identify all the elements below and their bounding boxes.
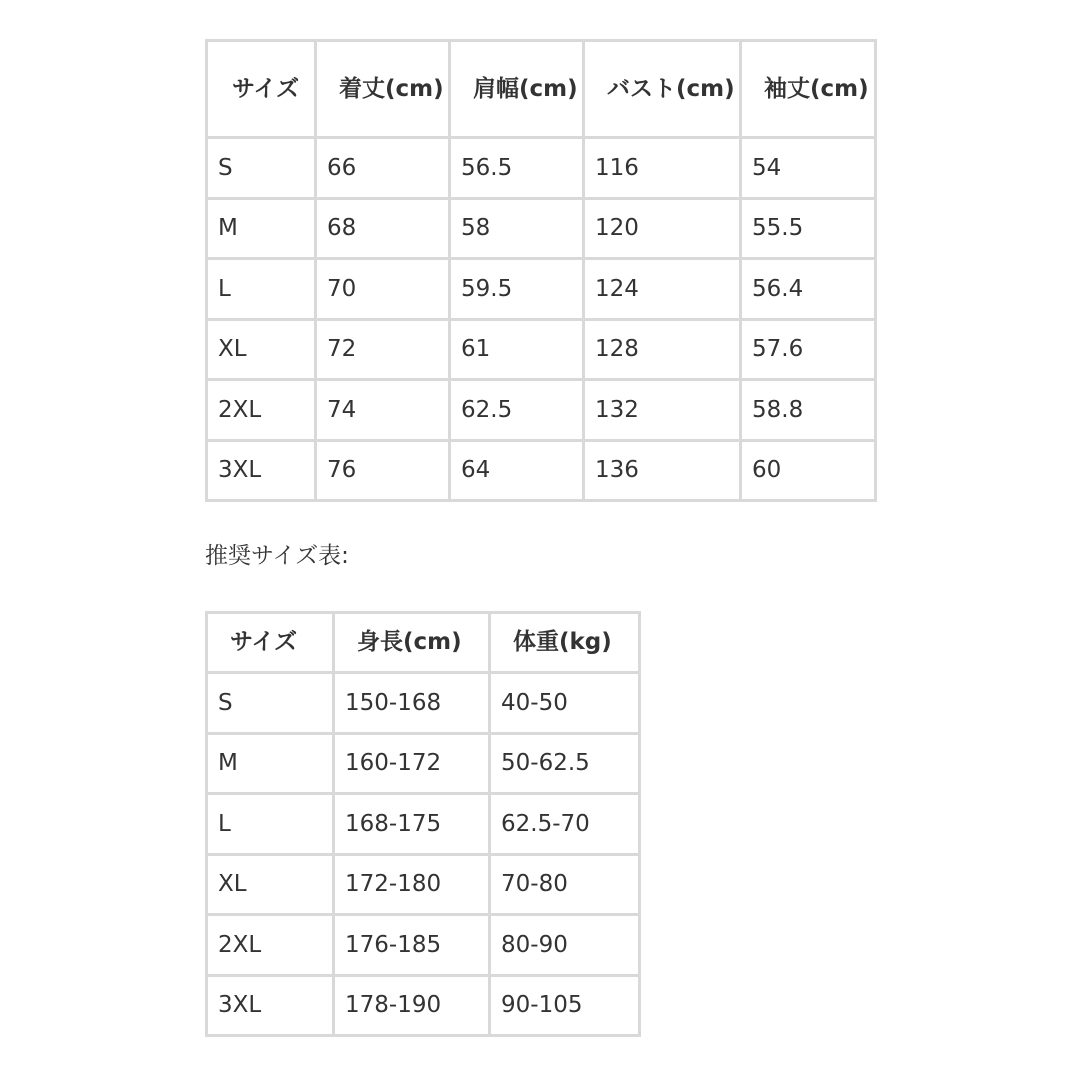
table-row	[207, 673, 640, 734]
table-cell: 57.6	[741, 319, 876, 380]
recommend-caption: 推奨サイズ表:	[205, 543, 349, 569]
header-cell-height: 身長(cm)	[334, 613, 490, 673]
table-cell: 62.5-70	[490, 794, 640, 855]
table-cell: 160-172	[334, 733, 490, 794]
table-cell: 136	[584, 440, 741, 501]
table-cell: 72	[316, 319, 450, 380]
table-cell: S	[207, 673, 334, 734]
table-cell: XL	[207, 854, 334, 915]
table-row	[207, 854, 640, 915]
table-cell: 58.8	[741, 380, 876, 441]
table-cell: 64	[450, 440, 584, 501]
table-cell: 120	[584, 198, 741, 259]
table-header-row	[207, 41, 876, 138]
table-row	[207, 319, 876, 380]
table-row	[207, 259, 876, 320]
table-cell: 178-190	[334, 975, 490, 1036]
table-row	[207, 198, 876, 259]
table-row	[207, 975, 640, 1036]
table-cell: 172-180	[334, 854, 490, 915]
table-cell: 168-175	[334, 794, 490, 855]
table-cell: 55.5	[741, 198, 876, 259]
table-cell: 90-105	[490, 975, 640, 1036]
table-cell: 40-50	[490, 673, 640, 734]
table-cell: 124	[584, 259, 741, 320]
table-cell: 74	[316, 380, 450, 441]
table-cell: 76	[316, 440, 450, 501]
header-cell-length: 着丈(cm)	[316, 41, 450, 138]
table-cell: M	[207, 198, 316, 259]
recommended-size-table	[205, 611, 641, 1037]
table-row	[207, 440, 876, 501]
table-cell: 3XL	[207, 440, 316, 501]
table-cell: 116	[584, 138, 741, 199]
table-cell: 59.5	[450, 259, 584, 320]
header-cell-size: サイズ	[207, 613, 334, 673]
table-cell: 150-168	[334, 673, 490, 734]
table-cell: S	[207, 138, 316, 199]
table-cell: 176-185	[334, 915, 490, 976]
table-cell: 128	[584, 319, 741, 380]
table-row	[207, 138, 876, 199]
table-cell: XL	[207, 319, 316, 380]
table-cell: 3XL	[207, 975, 334, 1036]
table-cell: 70	[316, 259, 450, 320]
table-cell: 68	[316, 198, 450, 259]
table-cell: 54	[741, 138, 876, 199]
table-cell: 56.4	[741, 259, 876, 320]
header-cell-weight: 体重(kg)	[490, 613, 640, 673]
table-row	[207, 380, 876, 441]
table-cell: 60	[741, 440, 876, 501]
table-cell: L	[207, 259, 316, 320]
table-cell: 2XL	[207, 915, 334, 976]
table-cell: L	[207, 794, 334, 855]
header-cell-size: サイズ	[207, 41, 316, 138]
table-cell: 2XL	[207, 380, 316, 441]
table-cell: 62.5	[450, 380, 584, 441]
table-cell: M	[207, 733, 334, 794]
table-cell: 56.5	[450, 138, 584, 199]
table-cell: 70-80	[490, 854, 640, 915]
size-chart-table	[205, 39, 877, 502]
table-cell: 50-62.5	[490, 733, 640, 794]
table-row	[207, 733, 640, 794]
table-header-row	[207, 613, 640, 673]
header-cell-bust: バスト(cm)	[584, 41, 741, 138]
table-cell: 132	[584, 380, 741, 441]
table-cell: 66	[316, 138, 450, 199]
table-cell: 61	[450, 319, 584, 380]
header-cell-sleeve: 袖丈(cm)	[741, 41, 876, 138]
table-row	[207, 915, 640, 976]
table-cell: 80-90	[490, 915, 640, 976]
table-cell: 58	[450, 198, 584, 259]
table-row	[207, 794, 640, 855]
header-cell-shoulder: 肩幅(cm)	[450, 41, 584, 138]
